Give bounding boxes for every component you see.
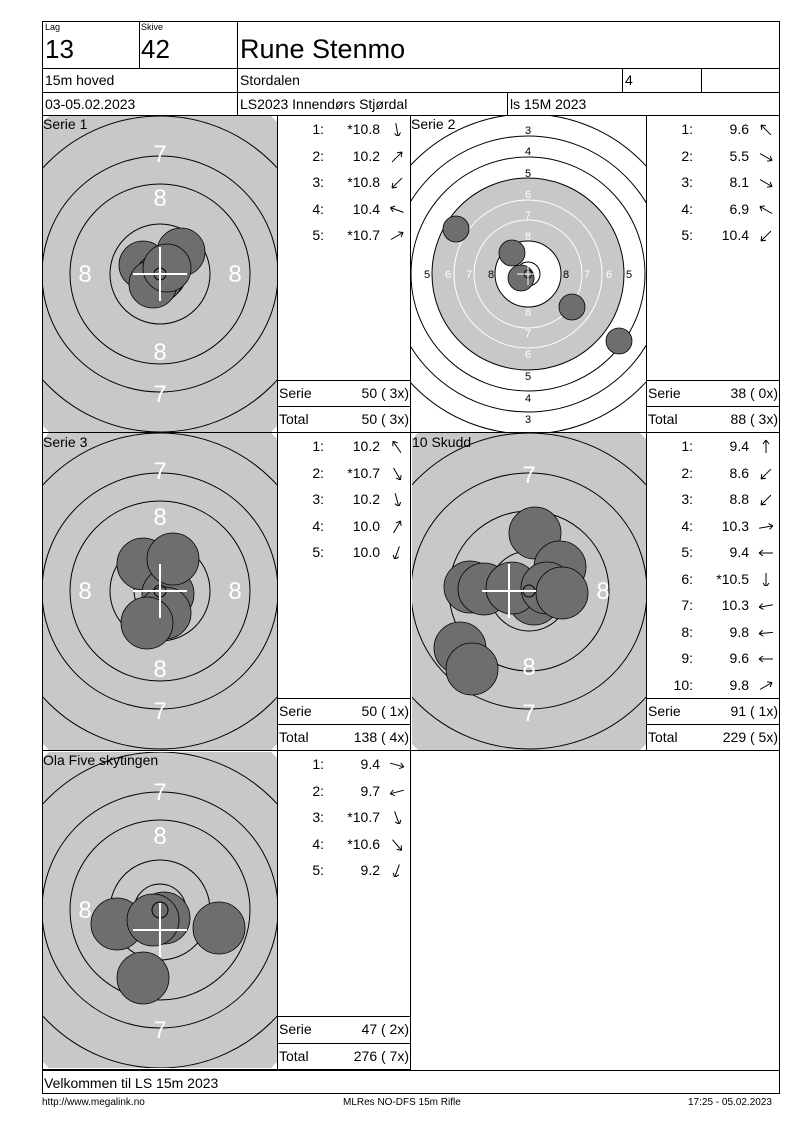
shot-row bbox=[647, 227, 779, 245]
shot-row bbox=[647, 624, 779, 642]
svg-text:8: 8 bbox=[524, 307, 532, 319]
shot-score: 9.6 bbox=[729, 121, 749, 137]
svg-text:8: 8 bbox=[487, 269, 495, 281]
shot-row bbox=[278, 836, 410, 854]
total-label: Total bbox=[279, 1048, 309, 1064]
shot-row bbox=[278, 201, 410, 219]
direction-arrow-icon bbox=[388, 175, 406, 189]
lag-label: Lag bbox=[45, 22, 61, 32]
shot-number: 5: bbox=[312, 862, 324, 878]
svg-text:7: 7 bbox=[522, 462, 536, 489]
panel-title-serie-2: Serie 2 bbox=[411, 116, 456, 132]
svg-text:7: 7 bbox=[153, 381, 167, 408]
shot-number: 8: bbox=[681, 623, 693, 640]
svg-text:8: 8 bbox=[596, 578, 610, 605]
total-label: Total bbox=[648, 411, 678, 427]
shot-row bbox=[278, 756, 410, 774]
svg-text:7: 7 bbox=[153, 1017, 167, 1044]
serie-value: 50 ( 1x) bbox=[361, 703, 409, 719]
shot-row bbox=[647, 597, 779, 615]
shot-row bbox=[278, 174, 410, 192]
shot-number: 5: bbox=[312, 544, 324, 560]
svg-text:7: 7 bbox=[465, 269, 473, 281]
target-serie-2 bbox=[411, 116, 646, 432]
shooter-name: Rune Stenmo bbox=[240, 34, 406, 64]
direction-arrow-icon bbox=[757, 439, 775, 453]
shot-row bbox=[278, 862, 410, 880]
direction-arrow-icon bbox=[757, 202, 775, 216]
shot-score: *10.6 bbox=[347, 835, 380, 852]
shot-number: 10: bbox=[673, 676, 693, 693]
shot-row bbox=[647, 571, 779, 589]
shot-number: 1: bbox=[312, 756, 324, 772]
shot-score: 8.8 bbox=[729, 491, 749, 507]
direction-arrow-icon bbox=[388, 519, 406, 533]
shot-score: 10.3 bbox=[721, 517, 749, 534]
shot-row bbox=[647, 677, 779, 695]
svg-text:8: 8 bbox=[153, 504, 167, 531]
megalink-link[interactable]: http://www.megalink.no bbox=[42, 1097, 145, 1108]
lag-value: 13 bbox=[45, 34, 74, 64]
serie-value: 91 ( 1x) bbox=[730, 703, 778, 719]
shot-score: 10.0 bbox=[352, 517, 380, 534]
serie-label: Serie bbox=[279, 385, 312, 401]
serie-value: 47 ( 2x) bbox=[361, 1021, 409, 1037]
shot-row bbox=[278, 518, 410, 536]
shot-number: 5: bbox=[312, 227, 324, 243]
shot-score: *10.7 bbox=[347, 809, 380, 825]
shot-number: 4: bbox=[312, 835, 324, 852]
club-name: Stordalen bbox=[240, 72, 300, 88]
total-value: 276 ( 7x) bbox=[353, 1048, 409, 1064]
shot-number: 3: bbox=[681, 174, 693, 190]
direction-arrow-icon bbox=[388, 810, 406, 824]
svg-text:8: 8 bbox=[153, 656, 167, 683]
direction-arrow-icon bbox=[757, 149, 775, 163]
shot-list-serie-3 bbox=[278, 433, 410, 698]
shot-row bbox=[278, 148, 410, 166]
system-name: MLRes NO-DFS 15m Rifle bbox=[343, 1097, 461, 1108]
shot-row bbox=[278, 227, 410, 245]
shot-score: 9.4 bbox=[360, 756, 380, 772]
welcome-message: Velkommen til LS 15m 2023 bbox=[44, 1075, 219, 1091]
svg-text:4: 4 bbox=[524, 393, 532, 405]
print-timestamp: 17:25 - 05.02.2023 bbox=[688, 1097, 772, 1108]
shot-row bbox=[647, 438, 779, 456]
shot-row bbox=[647, 148, 779, 166]
svg-text:7: 7 bbox=[153, 458, 167, 485]
shot-row bbox=[278, 544, 410, 562]
svg-text:7: 7 bbox=[583, 269, 591, 281]
serie-value: 38 ( 0x) bbox=[730, 385, 778, 401]
shot-list-serie-1 bbox=[278, 116, 410, 380]
shot-number: 3: bbox=[312, 491, 324, 507]
svg-text:8: 8 bbox=[78, 261, 92, 288]
panel-title-serie-1: Serie 1 bbox=[43, 116, 88, 132]
svg-text:5: 5 bbox=[423, 269, 431, 281]
direction-arrow-icon bbox=[388, 466, 406, 480]
shot-row bbox=[647, 121, 779, 139]
panel-title-serie-3: Serie 3 bbox=[43, 434, 88, 450]
shot-list-serie-2 bbox=[647, 116, 779, 380]
svg-text:6: 6 bbox=[524, 349, 532, 361]
svg-text:6: 6 bbox=[444, 269, 452, 281]
svg-text:3: 3 bbox=[524, 125, 532, 137]
svg-text:8: 8 bbox=[228, 578, 242, 605]
serie-label: Serie bbox=[279, 1021, 312, 1037]
shot-row bbox=[647, 491, 779, 509]
svg-text:7: 7 bbox=[524, 328, 532, 340]
shot-number: 7: bbox=[681, 597, 693, 613]
total-value: 88 ( 3x) bbox=[730, 411, 778, 427]
direction-arrow-icon bbox=[388, 122, 406, 136]
shot-score: 10.2 bbox=[352, 438, 380, 454]
serie-label: Serie bbox=[279, 703, 312, 719]
shot-number: 1: bbox=[312, 121, 324, 137]
direction-arrow-icon bbox=[757, 466, 775, 480]
panel-title-10-skudd: 10 Skudd bbox=[412, 434, 472, 450]
total-label: Total bbox=[648, 729, 678, 745]
direction-arrow-icon bbox=[757, 175, 775, 189]
shot-score: 9.8 bbox=[729, 676, 749, 693]
shot-score: 10.3 bbox=[721, 597, 749, 613]
shot-row bbox=[647, 174, 779, 192]
direction-arrow-icon bbox=[757, 625, 775, 639]
svg-text:7: 7 bbox=[153, 779, 167, 806]
shot-score: 10.2 bbox=[352, 147, 380, 164]
svg-text:8: 8 bbox=[153, 823, 167, 850]
shot-number: 3: bbox=[681, 491, 693, 507]
serie-label: Serie bbox=[648, 385, 681, 401]
shot-row bbox=[278, 465, 410, 483]
skive-label: Skive bbox=[141, 22, 164, 32]
shot-score: 9.8 bbox=[729, 623, 749, 640]
direction-arrow-icon bbox=[388, 545, 406, 559]
direction-arrow-icon bbox=[388, 228, 406, 242]
serie-value: 50 ( 3x) bbox=[361, 385, 409, 401]
direction-arrow-icon bbox=[757, 519, 775, 533]
event-date: 03-05.02.2023 bbox=[45, 96, 136, 112]
shot-score: *10.8 bbox=[347, 121, 380, 137]
shot-number: 1: bbox=[681, 438, 693, 454]
direction-arrow-icon bbox=[388, 492, 406, 506]
shot-row bbox=[278, 491, 410, 509]
shot-number: 3: bbox=[312, 174, 324, 190]
svg-text:7: 7 bbox=[524, 210, 532, 222]
shot-number: 5: bbox=[681, 544, 693, 560]
direction-arrow-icon bbox=[757, 678, 775, 692]
class-name: 15m hoved bbox=[45, 72, 115, 88]
svg-text:5: 5 bbox=[524, 371, 532, 383]
shot-number: 2: bbox=[681, 464, 693, 481]
target-ola-five bbox=[43, 752, 277, 1068]
target-serie-1 bbox=[43, 116, 277, 432]
svg-text:6: 6 bbox=[524, 189, 532, 201]
svg-text:8: 8 bbox=[524, 231, 532, 243]
svg-text:5: 5 bbox=[625, 269, 633, 281]
target-10-skudd bbox=[412, 433, 646, 750]
direction-arrow-icon bbox=[757, 651, 775, 665]
shot-score: *10.5 bbox=[716, 570, 749, 587]
target-serie-3 bbox=[43, 433, 277, 750]
shot-number: 9: bbox=[681, 650, 693, 666]
svg-text:4: 4 bbox=[524, 146, 532, 158]
total-value: 50 ( 3x) bbox=[361, 411, 409, 427]
svg-text:8: 8 bbox=[78, 578, 92, 605]
shot-number: 5: bbox=[681, 227, 693, 243]
shot-row bbox=[647, 465, 779, 483]
direction-arrow-icon bbox=[757, 545, 775, 559]
shot-list-ola-five bbox=[278, 751, 410, 1016]
direction-arrow-icon bbox=[388, 837, 406, 851]
shot-score: 9.2 bbox=[360, 862, 380, 878]
shot-score: *10.7 bbox=[347, 227, 380, 243]
shot-score: 9.7 bbox=[360, 782, 380, 799]
total-label: Total bbox=[279, 411, 309, 427]
shot-score: 6.9 bbox=[729, 200, 749, 217]
shot-score: 8.1 bbox=[729, 174, 749, 190]
shot-number: 2: bbox=[312, 147, 324, 164]
panel-title-ola-five: Ola Five skytingen bbox=[43, 752, 159, 768]
shot-row bbox=[647, 544, 779, 562]
shot-row bbox=[647, 650, 779, 668]
shot-number: 3: bbox=[312, 809, 324, 825]
shot-score: 10.4 bbox=[352, 200, 380, 217]
shot-list-10-skudd bbox=[647, 433, 779, 698]
direction-arrow-icon bbox=[388, 439, 406, 453]
direction-arrow-icon bbox=[757, 572, 775, 586]
direction-arrow-icon bbox=[757, 122, 775, 136]
shot-score: 9.4 bbox=[729, 544, 749, 560]
shot-number: 1: bbox=[681, 121, 693, 137]
direction-arrow-icon bbox=[388, 863, 406, 877]
svg-text:7: 7 bbox=[153, 698, 167, 725]
svg-text:7: 7 bbox=[522, 700, 536, 727]
shot-row bbox=[647, 518, 779, 536]
shot-number: 1: bbox=[312, 438, 324, 454]
program-name: ls 15M 2023 bbox=[510, 96, 587, 112]
shot-number: 2: bbox=[312, 782, 324, 799]
shot-number: 4: bbox=[312, 517, 324, 534]
svg-text:8: 8 bbox=[562, 269, 570, 281]
shot-score: 10.2 bbox=[352, 491, 380, 507]
shot-score: *10.8 bbox=[347, 174, 380, 190]
shot-score: 9.6 bbox=[729, 650, 749, 666]
shot-number: 4: bbox=[681, 200, 693, 217]
direction-arrow-icon bbox=[757, 598, 775, 612]
svg-text:8: 8 bbox=[153, 185, 167, 212]
shot-score: 8.6 bbox=[729, 464, 749, 481]
direction-arrow-icon bbox=[757, 228, 775, 242]
shot-score: 9.4 bbox=[729, 438, 749, 454]
shot-row bbox=[647, 201, 779, 219]
shot-row bbox=[278, 438, 410, 456]
direction-arrow-icon bbox=[388, 757, 406, 771]
total-label: Total bbox=[279, 729, 309, 745]
skive-value: 42 bbox=[141, 34, 170, 64]
event-name: LS2023 Innendørs Stjørdal bbox=[240, 96, 408, 112]
shot-row bbox=[278, 121, 410, 139]
shot-row bbox=[278, 783, 410, 801]
total-value: 229 ( 5x) bbox=[722, 729, 778, 745]
svg-text:8: 8 bbox=[522, 654, 536, 681]
shot-number: 2: bbox=[681, 147, 693, 164]
svg-text:8: 8 bbox=[78, 897, 92, 924]
shot-number: 6: bbox=[681, 570, 693, 587]
svg-text:5: 5 bbox=[524, 168, 532, 180]
shot-score: *10.7 bbox=[347, 464, 380, 481]
direction-arrow-icon bbox=[388, 784, 406, 798]
shot-number: 4: bbox=[312, 200, 324, 217]
shot-row bbox=[278, 809, 410, 827]
shot-number: 4: bbox=[681, 517, 693, 534]
direction-arrow-icon bbox=[388, 202, 406, 216]
shot-score: 5.5 bbox=[729, 147, 749, 164]
svg-text:3: 3 bbox=[524, 414, 532, 426]
svg-text:7: 7 bbox=[153, 141, 167, 168]
total-value: 138 ( 4x) bbox=[353, 729, 409, 745]
svg-text:8: 8 bbox=[228, 261, 242, 288]
serie-label: Serie bbox=[648, 703, 681, 719]
direction-arrow-icon bbox=[757, 492, 775, 506]
club-extra: 4 bbox=[625, 72, 633, 88]
shot-score: 10.0 bbox=[352, 544, 380, 560]
svg-text:8: 8 bbox=[153, 339, 167, 366]
shot-number: 2: bbox=[312, 464, 324, 481]
shot-score: 10.4 bbox=[721, 227, 749, 243]
svg-text:6: 6 bbox=[605, 269, 613, 281]
direction-arrow-icon bbox=[388, 149, 406, 163]
